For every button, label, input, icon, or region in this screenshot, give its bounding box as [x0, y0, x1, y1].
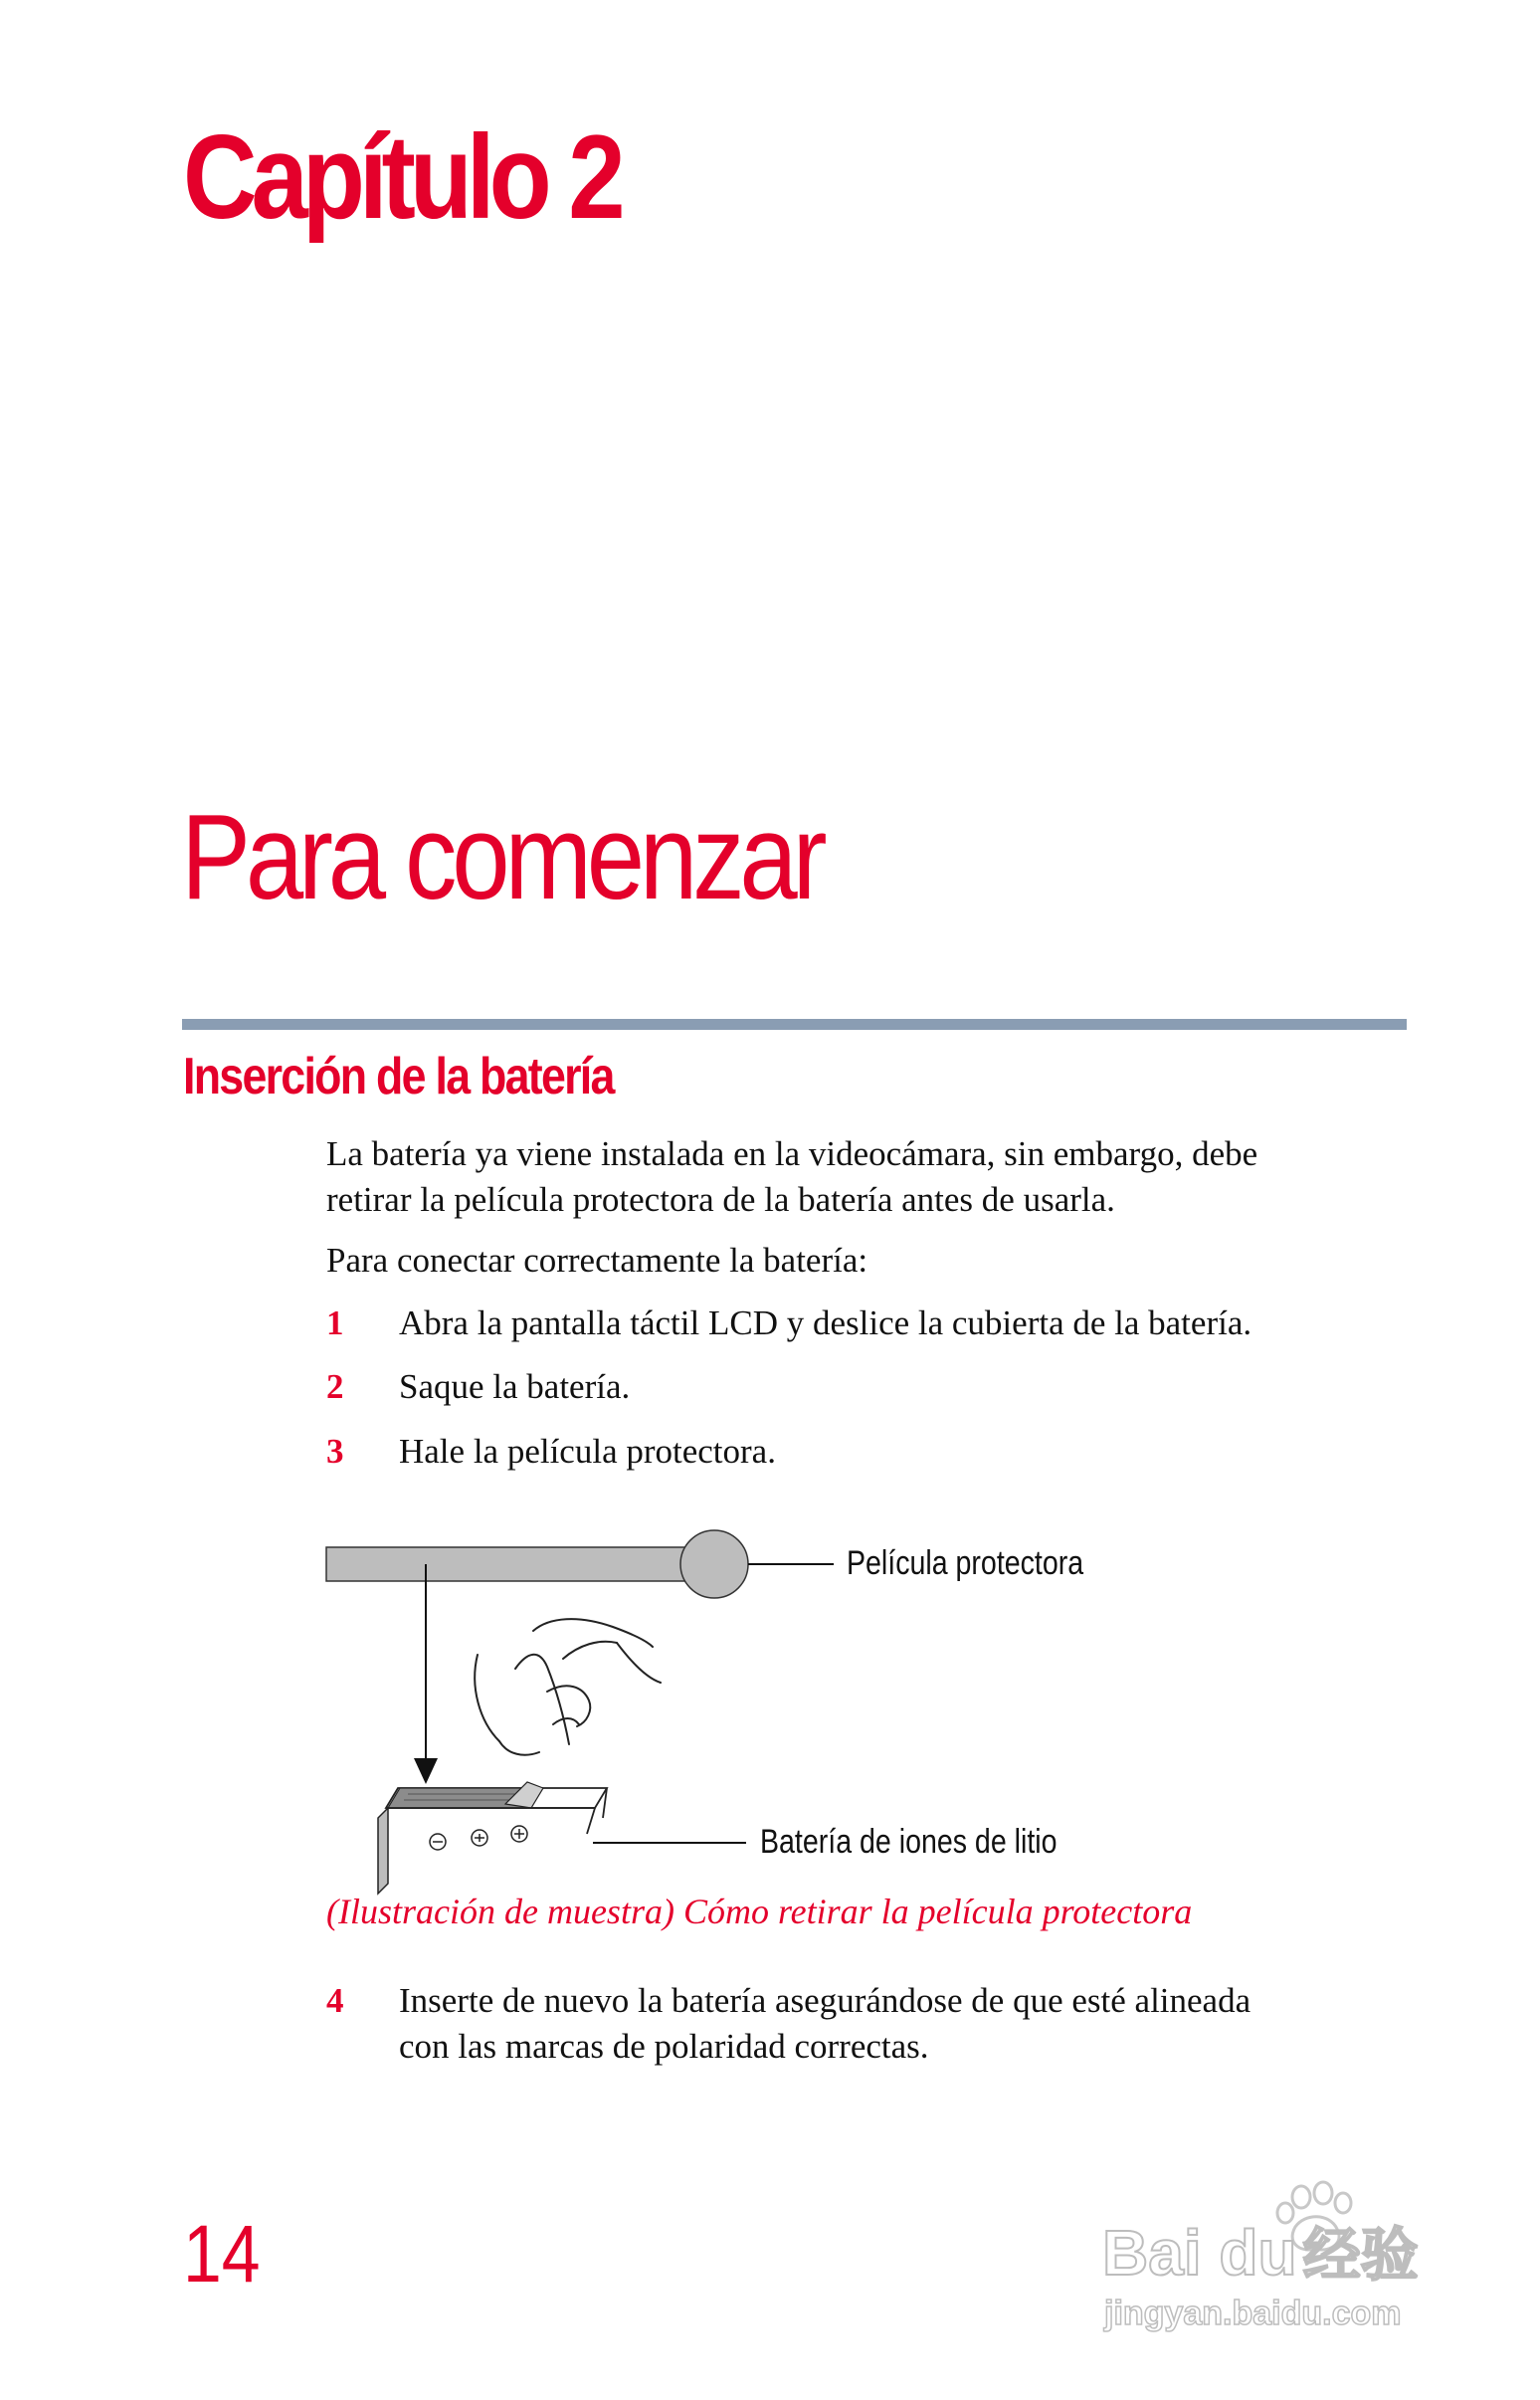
watermark-brand-text: Bai du — [1102, 2217, 1297, 2289]
callout-leader-battery-line — [593, 1842, 746, 1844]
section-divider — [182, 1019, 1407, 1030]
step-number: 1 — [326, 1303, 344, 1342]
hand-graphic — [475, 1619, 661, 1755]
step-line: con las marcas de polaridad correctas. — [399, 2027, 929, 2066]
intro-paragraph — [326, 1131, 1257, 1223]
baidu-watermark — [1102, 2179, 1470, 2348]
intro-line: La batería ya viene instalada en la videocámara, sin embargo, debe — [326, 1134, 1258, 1173]
intro-line: retirar la película protectora de la batería antes de usarla. — [326, 1180, 1115, 1219]
protective-film-graphic — [326, 1530, 748, 1598]
step-text: Saque la batería. — [399, 1367, 631, 1406]
figure-caption: (Ilustración de muestra) Cómo retirar la película protectora — [326, 1892, 1193, 1931]
step-text: Hale la película protectora. — [399, 1432, 776, 1471]
step-number: 3 — [326, 1432, 344, 1471]
watermark-brand — [1102, 2217, 1419, 2289]
callout-protective-film: Película protectora — [847, 1544, 1084, 1582]
lead-in-text: Para conectar correctamente la batería: — [326, 1241, 868, 1280]
battery-graphic — [378, 1782, 607, 1894]
section-title: Inserción de la batería — [183, 1048, 614, 1105]
chapter-title: Para comenzar — [181, 789, 823, 924]
page-number: 14 — [183, 2209, 261, 2300]
watermark-url: jingyan.baidu.com — [1104, 2295, 1402, 2332]
step-number: 4 — [326, 1981, 344, 2020]
battery-film-illustration — [318, 1517, 756, 1896]
chapter-label: Capítulo 2 — [183, 110, 620, 244]
watermark-cjk-text: 经验 — [1302, 2221, 1419, 2289]
step-text — [399, 1978, 1251, 2070]
step-number: 2 — [326, 1367, 344, 1406]
callout-leader-film-line — [748, 1563, 834, 1565]
down-arrow-icon — [414, 1564, 438, 1784]
step-line: Inserte de nuevo la batería asegurándose de que esté alineada — [399, 1981, 1251, 2020]
step-text: Abra la pantalla táctil LCD y deslice la cubierta de la batería. — [399, 1303, 1252, 1342]
callout-battery: Batería de iones de litio — [760, 1823, 1058, 1861]
